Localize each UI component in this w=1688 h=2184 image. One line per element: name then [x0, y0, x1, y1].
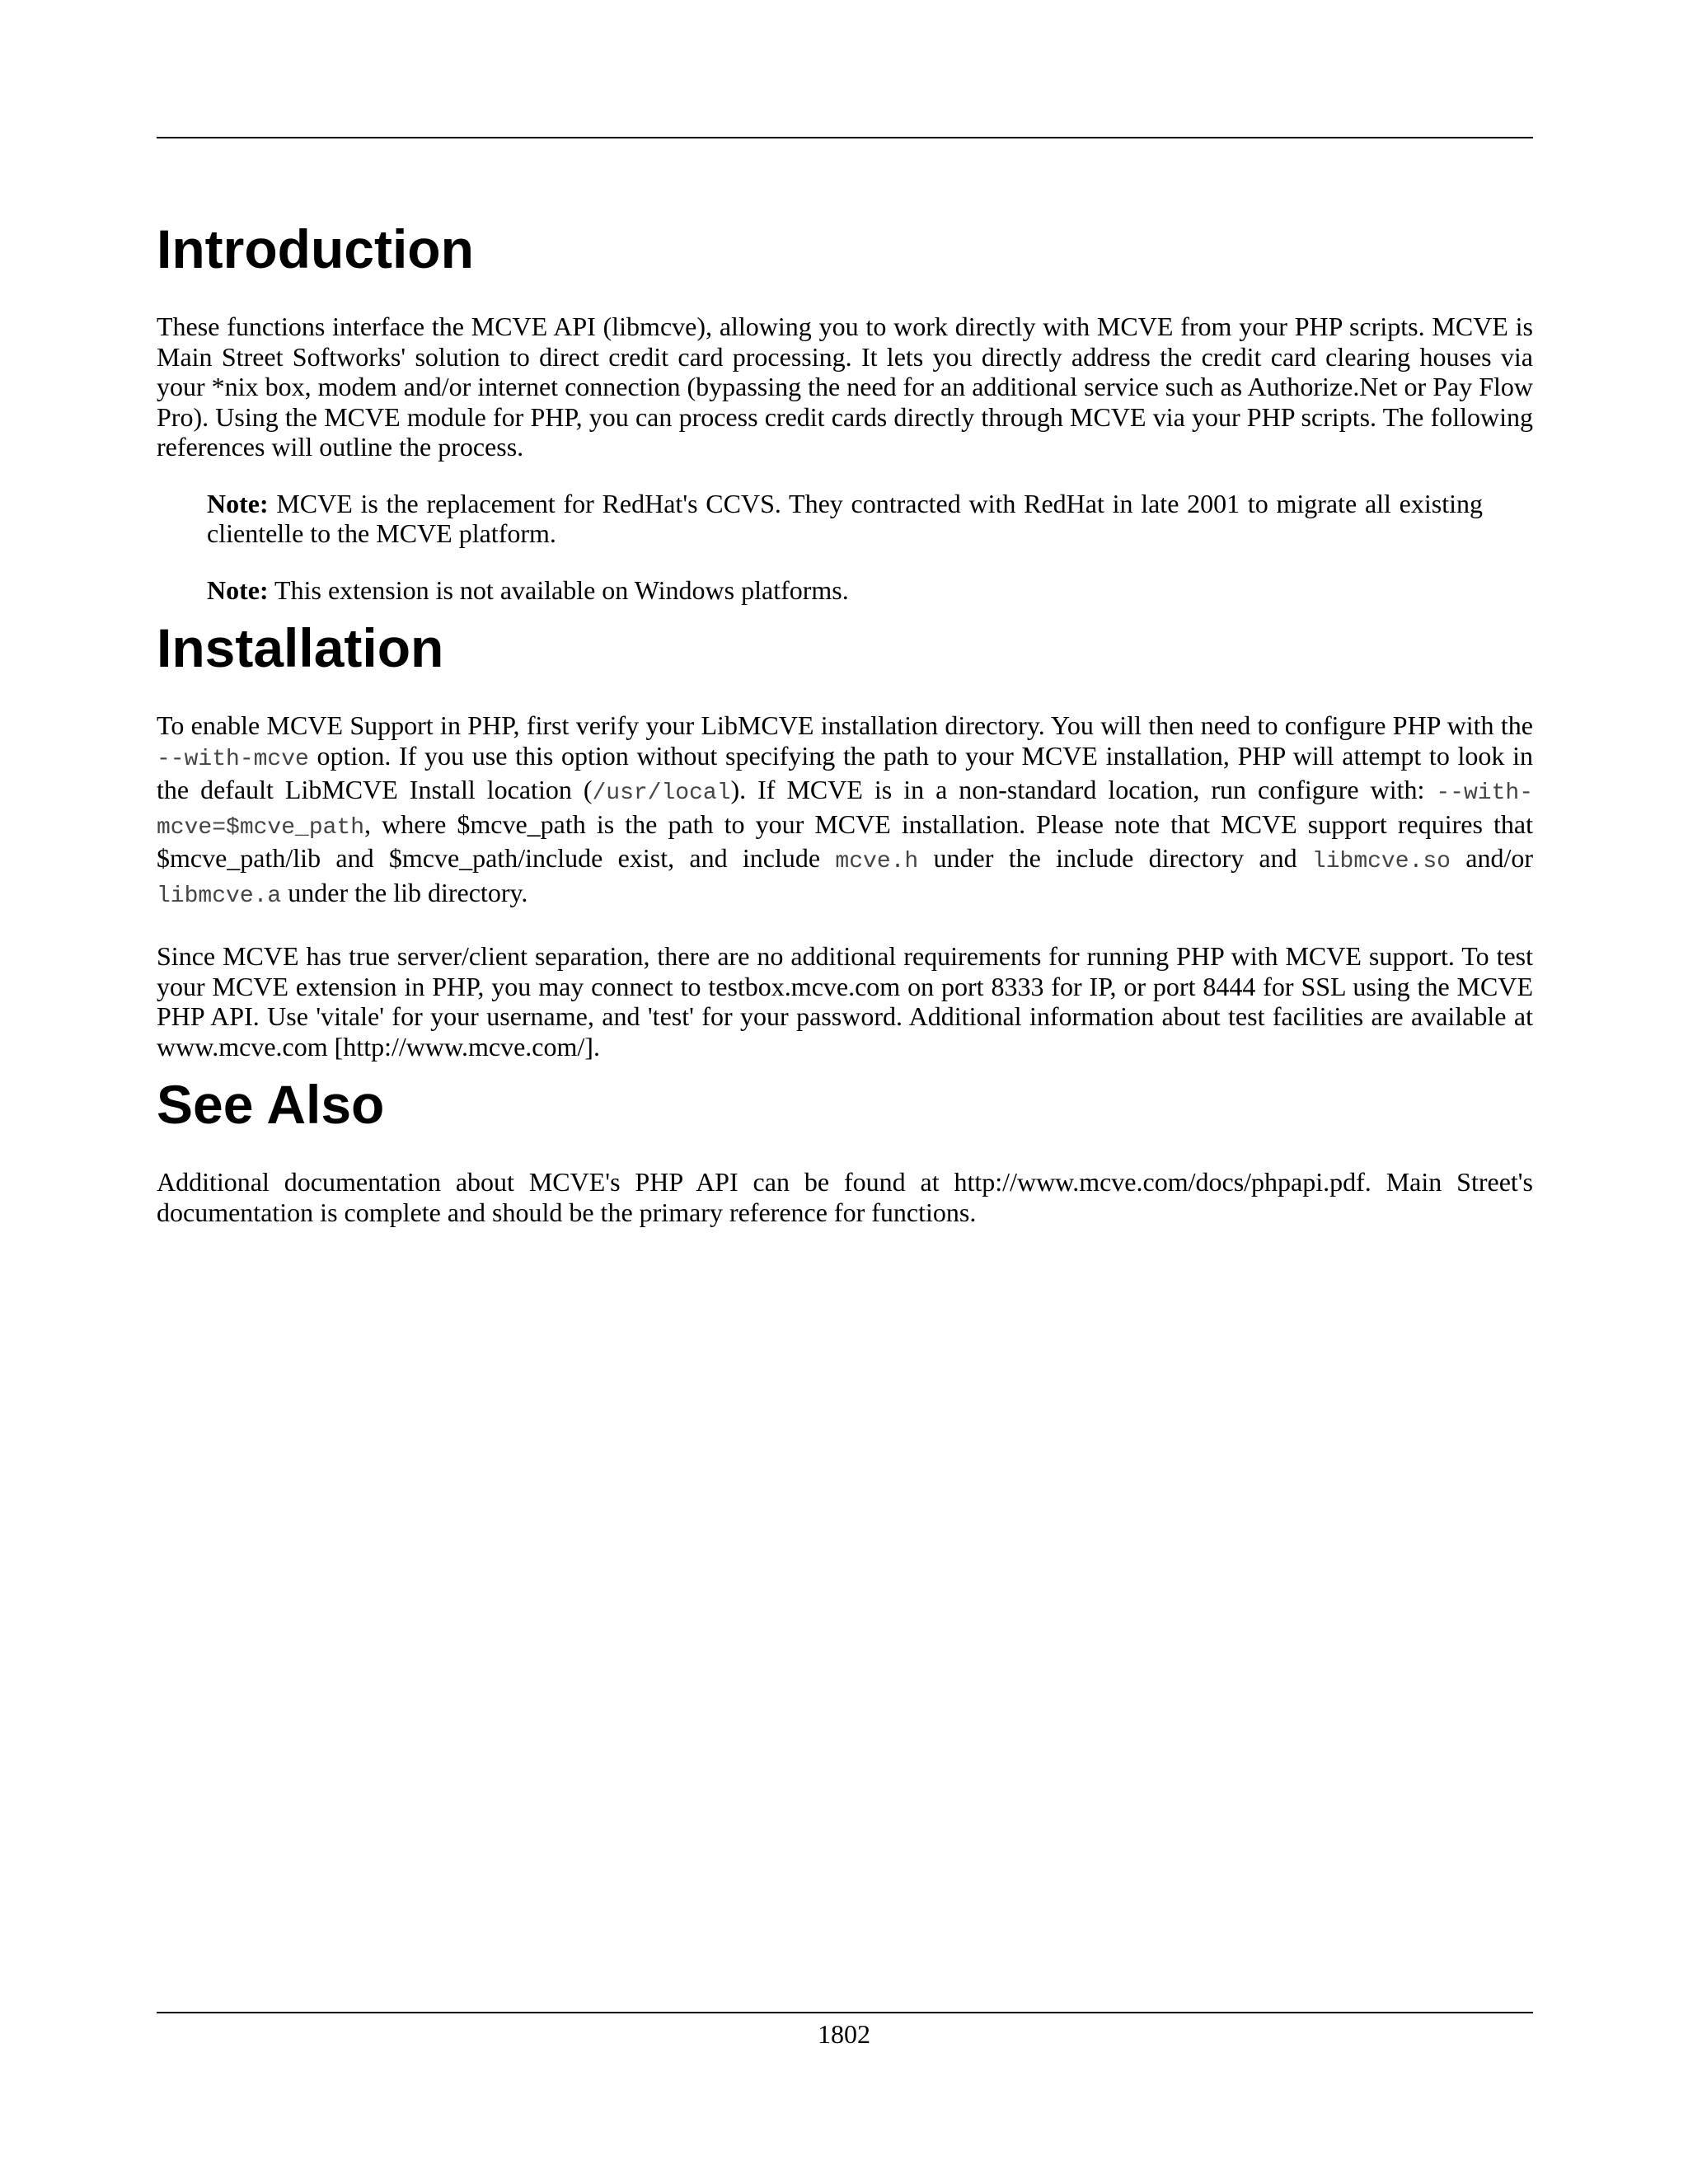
introduction-heading: Introduction — [157, 218, 474, 279]
footer-rule — [157, 2012, 1533, 2013]
text-run: under the include directory and — [918, 843, 1312, 873]
page-content — [157, 216, 1533, 1227]
text-run: , where $mcve_path is the path to your MCVE installation. Please note that MCVE support requires that $mcve_path/lib and $mcve_path/include exist, and include — [157, 808, 1533, 873]
page-number: 1802 — [818, 2019, 870, 2049]
code-libmcve-a: libmcve.a — [157, 883, 282, 909]
introduction-paragraph: These functions interface the MCVE API (libmcve), allowing you to work directly with MCVE from your PHP scripts. MCVE is Main Street Softworks' solution to direct credit card processing. It lets you directly address the credit card clearing houses via your *nix box, modem and/or internet connection (bypassing the need for an additional service such as Authorize.Net or Pay Flow Pro). Using the MCVE module for PHP, you can process credit cards directly through MCVE via your PHP scripts. The following references will outline the process. — [157, 312, 1533, 462]
note-label: Note: — [207, 488, 269, 518]
code-with-mcve: --with-mcve — [157, 746, 309, 772]
text-run: option. If you use this option without specifying the path to your MCVE installation, PHP will attempt to look in the default LibMCVE Install location ( — [157, 740, 1533, 804]
see-also-paragraph: Additional documentation about MCVE's PHP API can be found at http://www.mcve.com/docs/phpapi.pdf. Main Street's documentation is complete and should be the primary reference for functions. — [157, 1167, 1533, 1227]
header-rule — [157, 137, 1533, 138]
see-also-heading: See Also — [157, 1074, 385, 1135]
code-with-mcve-path: --with-mcve=$mcve_path — [157, 780, 1533, 841]
code-mcve-h: mcve.h — [835, 849, 919, 874]
note-windows-unavailable — [207, 575, 1483, 606]
text-run: To enable MCVE Support in PHP, first verify your LibMCVE installation directory. You will then need to configure PHP with the — [157, 710, 1533, 740]
installation-heading: Installation — [157, 617, 444, 678]
note-text: This extension is not available on Windows platforms. — [268, 574, 849, 605]
code-libmcve-so: libmcve.so — [1311, 849, 1451, 874]
installation-paragraph-configure — [157, 710, 1533, 912]
text-run: and/or — [1450, 843, 1534, 873]
text-run: under the lib directory. — [281, 877, 528, 907]
code-usr-local: /usr/local — [592, 780, 731, 806]
note-text: MCVE is the replacement for RedHat's CCVS. They contracted with RedHat in late 2001 to migrate all existing clientelle to the MCVE platform. — [207, 488, 1483, 548]
text-run: ). If MCVE is in a non-standard location, run configure with: — [730, 775, 1437, 804]
note-ccvs-replacement — [207, 489, 1483, 549]
installation-paragraph-testing: Since MCVE has true server/client separation, there are no additional requirements for running PHP with MCVE support. To test your MCVE extension in PHP, you may connect to testbox.mcve.com on port 8333 for IP, or port 8444 for SSL using the MCVE PHP API. Use 'vitale' for your username, and 'test' for your password. Additional information about test facilities are available at www.mcve.com [http://www.mcve.com/]. — [157, 941, 1533, 1062]
note-label: Note: — [207, 574, 269, 605]
